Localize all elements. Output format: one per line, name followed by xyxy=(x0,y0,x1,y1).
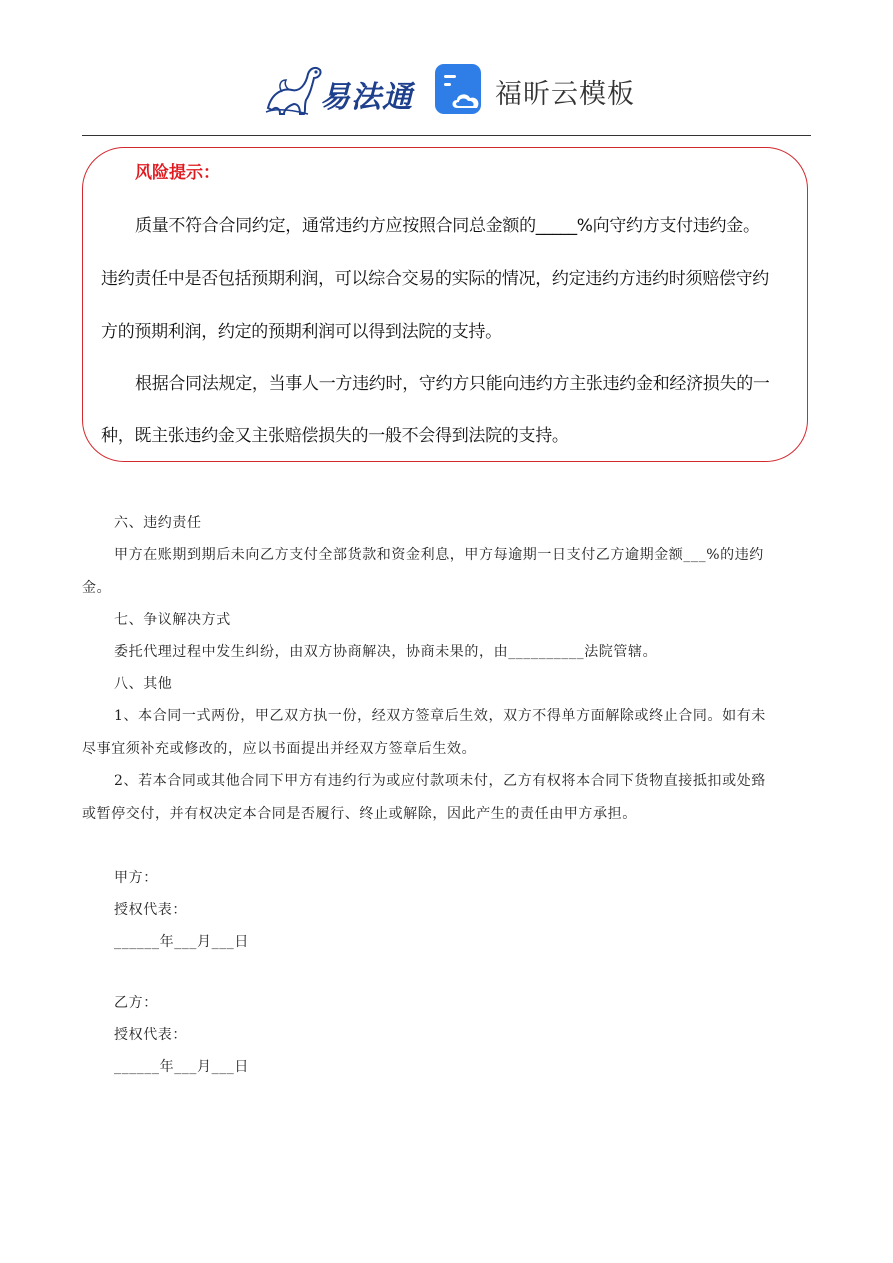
party-a-label: 甲方： xyxy=(114,870,158,886)
risk-notice-line: 质量不符合合同约定，通常违约方应按照合同总金额的_____%向守约方支付违约金。 xyxy=(135,216,760,236)
contract-paragraph-line: 委托代理过程中发生纠纷，由双方协商解决，协商未果的，由__________法院管辖。 xyxy=(114,644,658,660)
party-b-date-line: ______年___月___日 xyxy=(114,1059,249,1075)
fuxin-cloud-template-logo xyxy=(435,64,645,120)
contract-paragraph-line: 金。 xyxy=(82,580,112,596)
section-heading-breach-liability: 六、违约责任 xyxy=(114,515,202,531)
contract-paragraph-line: 1、本合同一式两份，甲乙双方执一份，经双方签章后生效，双方不得单方面解除或终止合同。如有未 xyxy=(114,708,766,724)
risk-notice-line: 方的预期利润，约定的预期利润可以得到法院的支持。 xyxy=(101,322,502,342)
contract-paragraph-line: 甲方在账期到期后未向乙方支付全部货款和资金利息，甲方每逾期一日支付乙方逾期金额___%的违约 xyxy=(114,547,764,563)
yifatong-logo xyxy=(262,62,412,122)
party-a-date-line: ______年___月___日 xyxy=(114,934,249,950)
party-b-representative-label: 授权代表： xyxy=(114,1027,187,1043)
party-b-label: 乙方： xyxy=(114,995,158,1011)
section-heading-dispute-resolution: 七、争议解决方式 xyxy=(114,612,231,628)
risk-notice-line: 种，既主张违约金又主张赔偿损失的一般不会得到法院的支持。 xyxy=(101,426,569,446)
risk-notice-line: 违约责任中是否包括预期利润，可以综合交易的实际的情况，约定违约方违约时须赔偿守约 xyxy=(101,269,769,289)
risk-notice-title: 风险提示： xyxy=(135,163,220,183)
contract-paragraph-line: 2、若本合同或其他合同下甲方有违约行为或应付款项未付，乙方有权将本合同下货物直接抵扣或处臵 xyxy=(114,773,766,789)
fuxin-logo-text: 福昕云模板 xyxy=(495,79,635,110)
yifatong-logo-text: 易法通 xyxy=(320,80,413,115)
contract-paragraph-line: 尽事宜须补充或修改的，应以书面提出并经双方签章后生效。 xyxy=(82,741,477,757)
qilin-mascot-icon xyxy=(262,62,326,118)
contract-paragraph-line: 或暂停交付，并有权决定本合同是否履行、终止或解除，因此产生的责任由甲方承担。 xyxy=(82,806,637,822)
header-divider xyxy=(82,135,811,136)
page-header xyxy=(0,0,893,136)
risk-notice-box xyxy=(82,147,808,462)
party-a-representative-label: 授权代表： xyxy=(114,902,187,918)
section-heading-other: 八、其他 xyxy=(114,676,173,692)
risk-notice-line: 根据合同法规定，当事人一方违约时，守约方只能向违约方主张违约金和经济损失的一 xyxy=(135,374,770,394)
cloud-document-icon xyxy=(435,64,487,116)
